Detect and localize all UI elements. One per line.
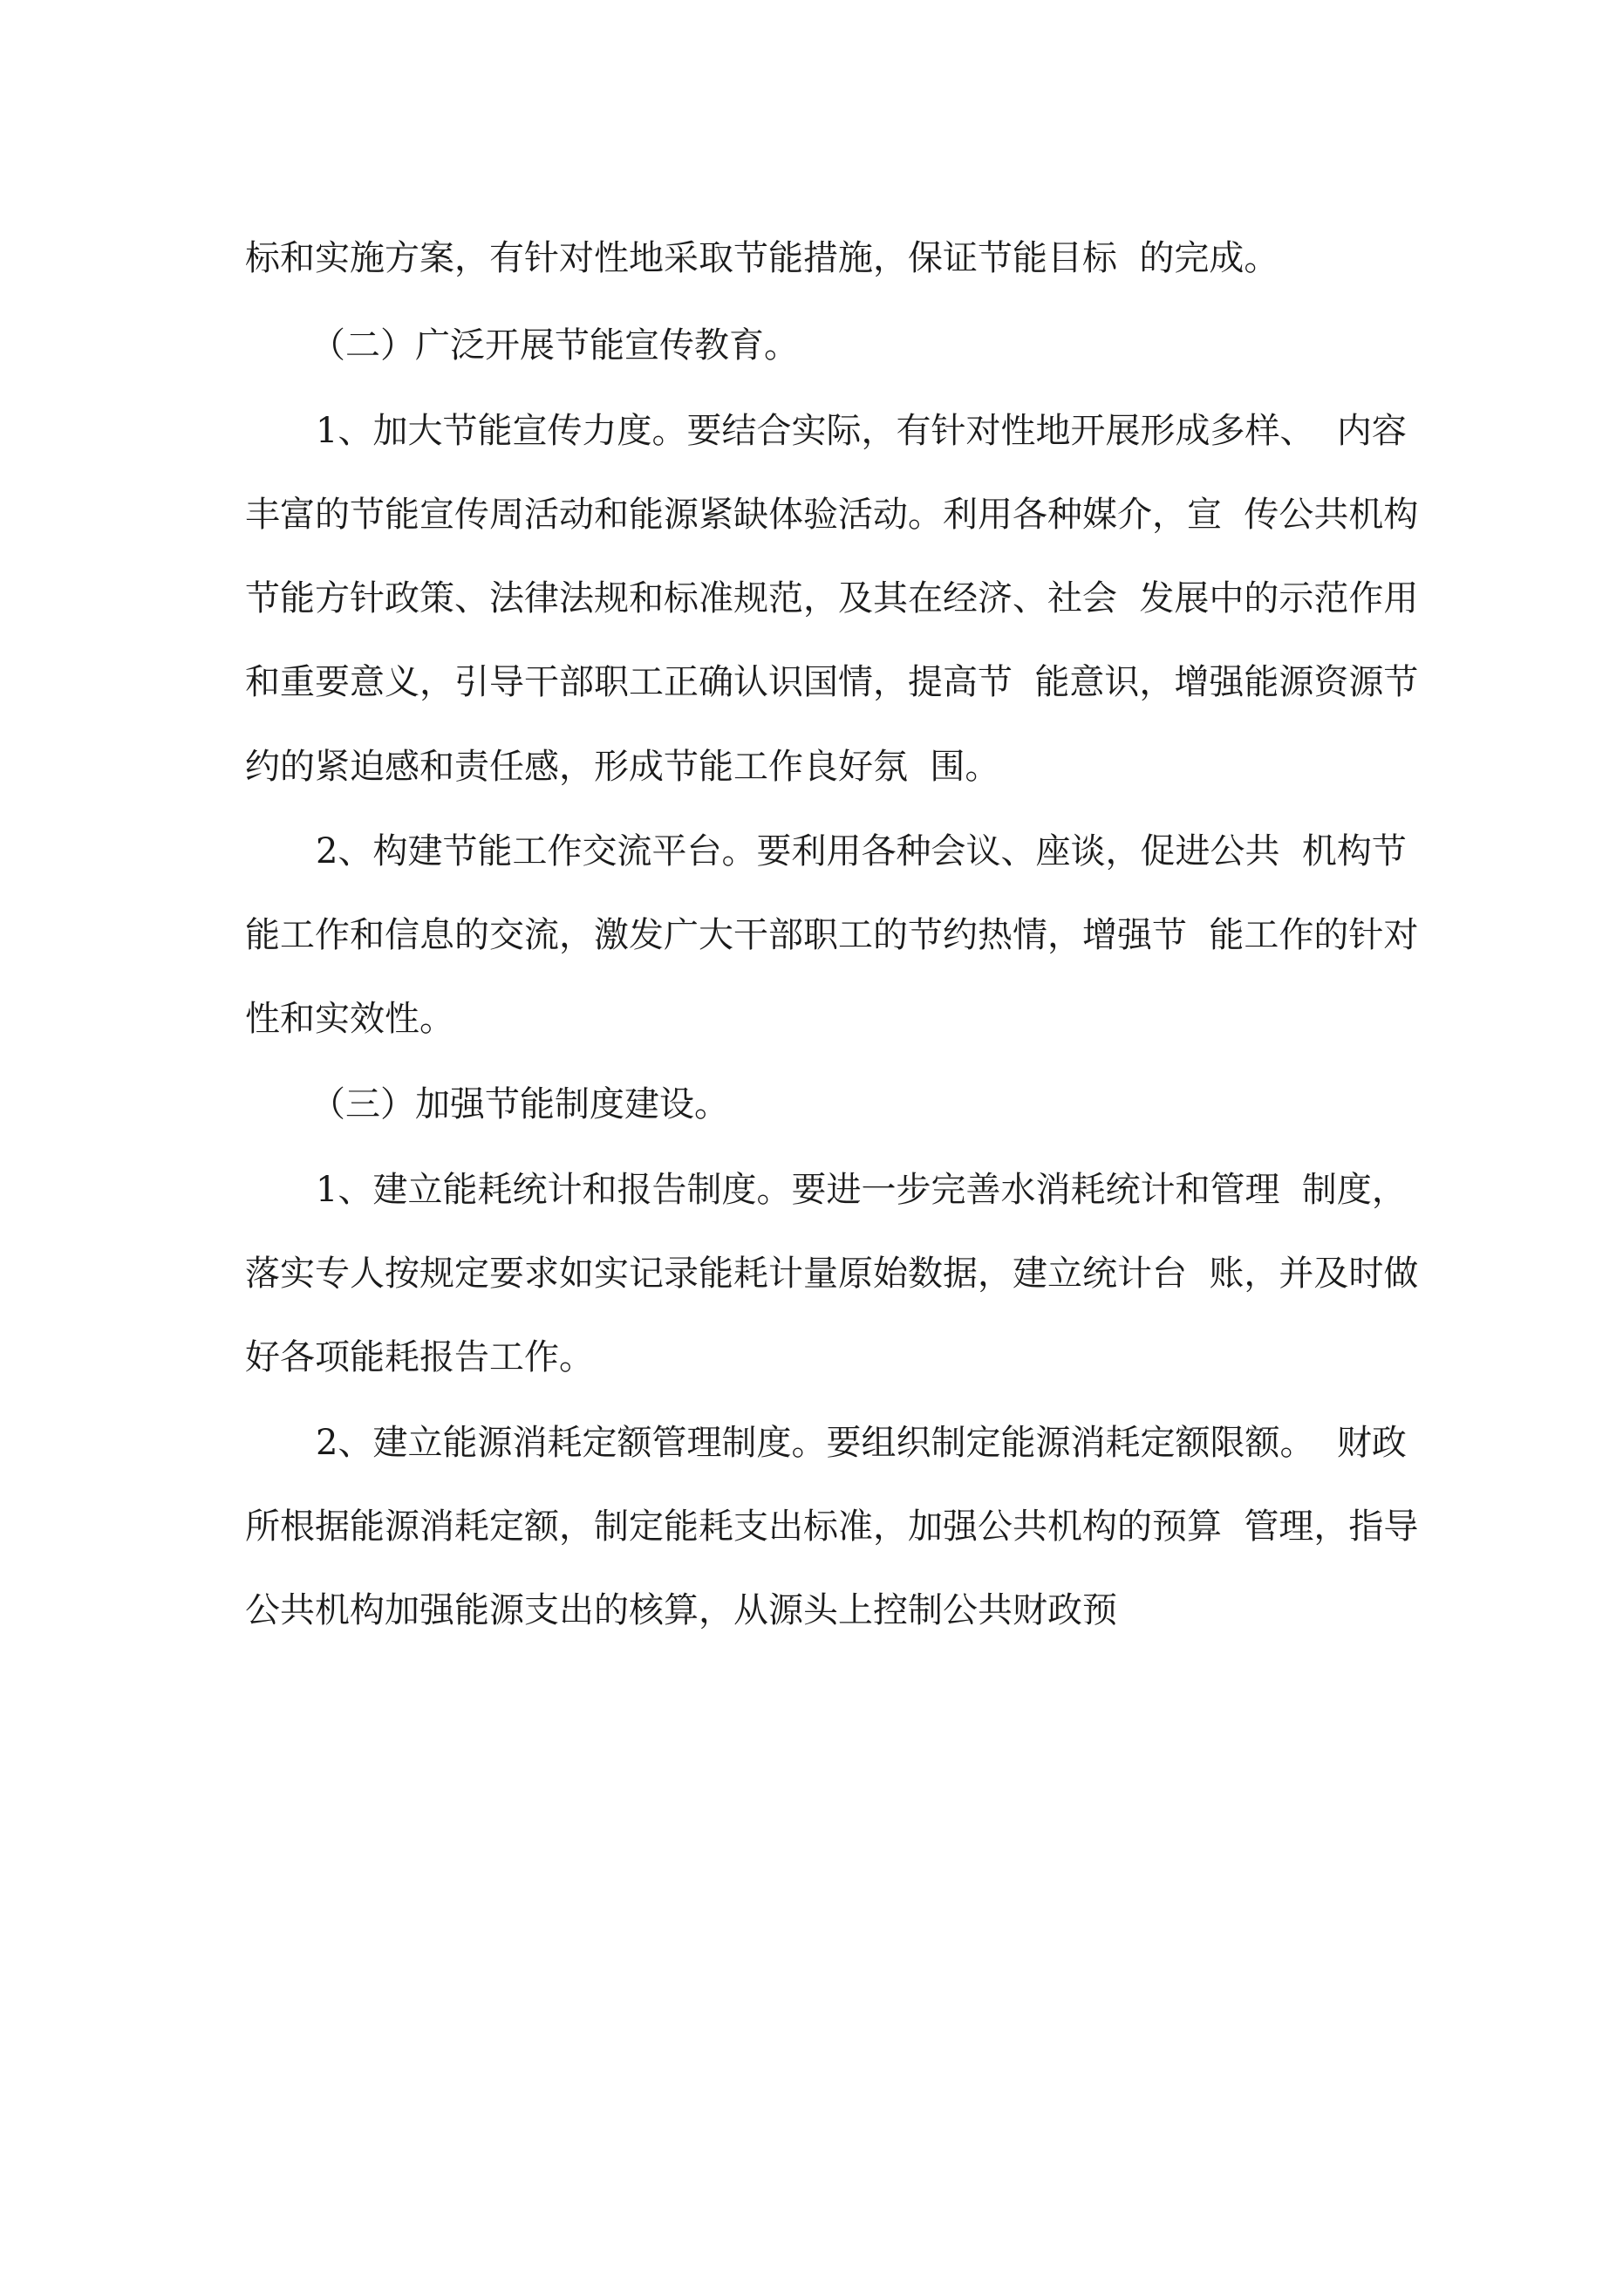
paragraph-line: 落实专人按规定要求如实记录能耗计量原始数据，建立统计台 账，并及时做	[245, 1254, 1419, 1294]
paragraph-line: 标和实施方案，有针对性地采取节能措施，保证节能目标 的完成。	[245, 238, 1279, 278]
paragraph-line: 2、建立能源消耗定额管理制度。要组织制定能源消耗定额限额。 财政	[316, 1423, 1407, 1463]
paragraph-line: 丰富的节能宣传周活动和能源紧缺体验活动。利用各种媒介，宣 传公共机构	[245, 495, 1419, 535]
paragraph-line: 1、建立能耗统计和报告制度。要进一步完善水消耗统计和管理 制度，	[316, 1170, 1407, 1210]
paragraph-line: 性和实效性。	[245, 999, 454, 1039]
paragraph-line: 约的紧迫感和责任感，形成节能工作良好氛 围。	[245, 747, 1000, 787]
paragraph-line: 节能方针政策、法律法规和标准规范，及其在经济、社会 发展中的示范作用	[245, 578, 1419, 618]
paragraph-line: 和重要意义，引导干部职工正确认识国情，提高节 能意识，增强能源资源节	[245, 662, 1419, 702]
paragraph-line: 好各项能耗报告工作。	[245, 1337, 594, 1377]
paragraph-line: 公共机构加强能源支出的核算，从源头上控制公共财政预	[245, 1590, 1117, 1630]
paragraph-line: 2、构建节能工作交流平台。要利用各种会议、座谈，促进公共 机构节	[316, 831, 1407, 871]
paragraph-line: 能工作和信息的交流，激发广大干部职工的节约热情，增强节 能工作的针对	[245, 915, 1419, 955]
paragraph-line: 1、加大节能宣传力度。要结合实际，有针对性地开展形成多样、 内容	[316, 411, 1407, 451]
paragraph-line: 所根据能源消耗定额，制定能耗支出标准，加强公共机构的预算 管理，指导	[245, 1507, 1419, 1547]
section-heading: （三）加强节能制度建设。	[310, 1084, 729, 1124]
section-heading: （二）广泛开展节能宣传教育。	[310, 325, 799, 366]
